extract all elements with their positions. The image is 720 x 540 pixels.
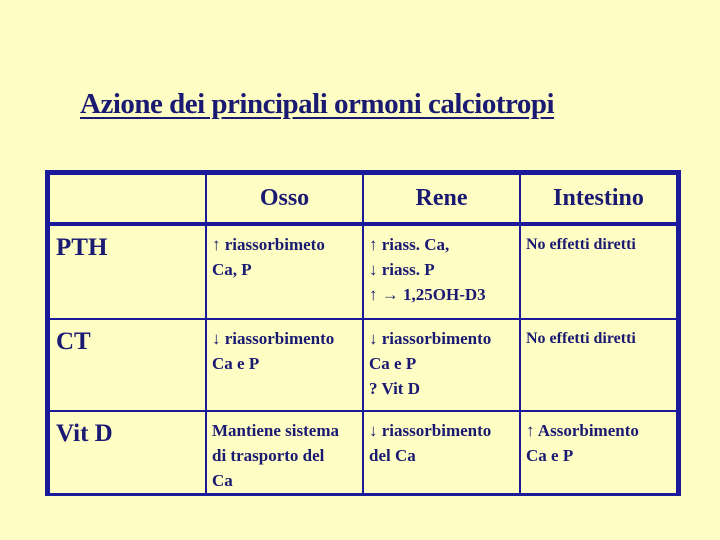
cell-line: ↓ riassorbimento (369, 421, 492, 440)
cell-pth-intestino (520, 224, 677, 319)
cell-line: ↑ riassorbimeto (212, 235, 325, 254)
row-label-vitd: Vit D (49, 411, 206, 494)
cell-line: ↓ riass. P (369, 260, 435, 279)
cell-pth-rene (363, 224, 520, 319)
cell-line: di trasporto del (212, 446, 325, 465)
hormone-table (45, 170, 681, 496)
cell-line: Ca (212, 471, 233, 490)
cell-line: No effetti diretti (526, 330, 636, 347)
header-osso: Osso (206, 174, 363, 224)
cell-ct-intestino (520, 319, 677, 411)
cell-line: ? Vit D (369, 379, 420, 398)
cell-vitd-intestino (520, 411, 677, 494)
cell-line: ↓ riassorbimento (212, 329, 335, 348)
row-label-pth: PTH (49, 224, 206, 319)
header-rene: Rene (363, 174, 520, 224)
cell-line: Mantiene sistema (212, 421, 340, 440)
cell-pth-osso (206, 224, 363, 319)
table-row-vitd (49, 411, 677, 494)
table-row-pth (49, 224, 677, 319)
cell-line: del Ca (369, 446, 416, 465)
slide-title: Azione dei principali ormoni calciotropi (80, 88, 555, 120)
cell-line: Ca, P (212, 260, 252, 279)
table-header-row (49, 174, 677, 224)
cell-line: ↑ Assorbimento (526, 421, 639, 440)
cell-line: No effetti diretti (526, 236, 636, 253)
cell-vitd-osso (206, 411, 363, 494)
cell-line: ↓ riassorbimento (369, 329, 492, 348)
corner-cell (49, 174, 206, 224)
cell-ct-rene (363, 319, 520, 411)
table-row-ct (49, 319, 677, 411)
cell-line: Ca e P (212, 354, 260, 373)
header-intestino: Intestino (520, 174, 677, 224)
cell-line: ↑ → 1,25OH-D3 (369, 285, 486, 304)
cell-vitd-rene (363, 411, 520, 494)
cell-line: ↑ riass. Ca, (369, 235, 450, 254)
cell-line: Ca e P (526, 446, 574, 465)
cell-line: Ca e P (369, 354, 417, 373)
cell-ct-osso (206, 319, 363, 411)
row-label-ct: CT (49, 319, 206, 411)
